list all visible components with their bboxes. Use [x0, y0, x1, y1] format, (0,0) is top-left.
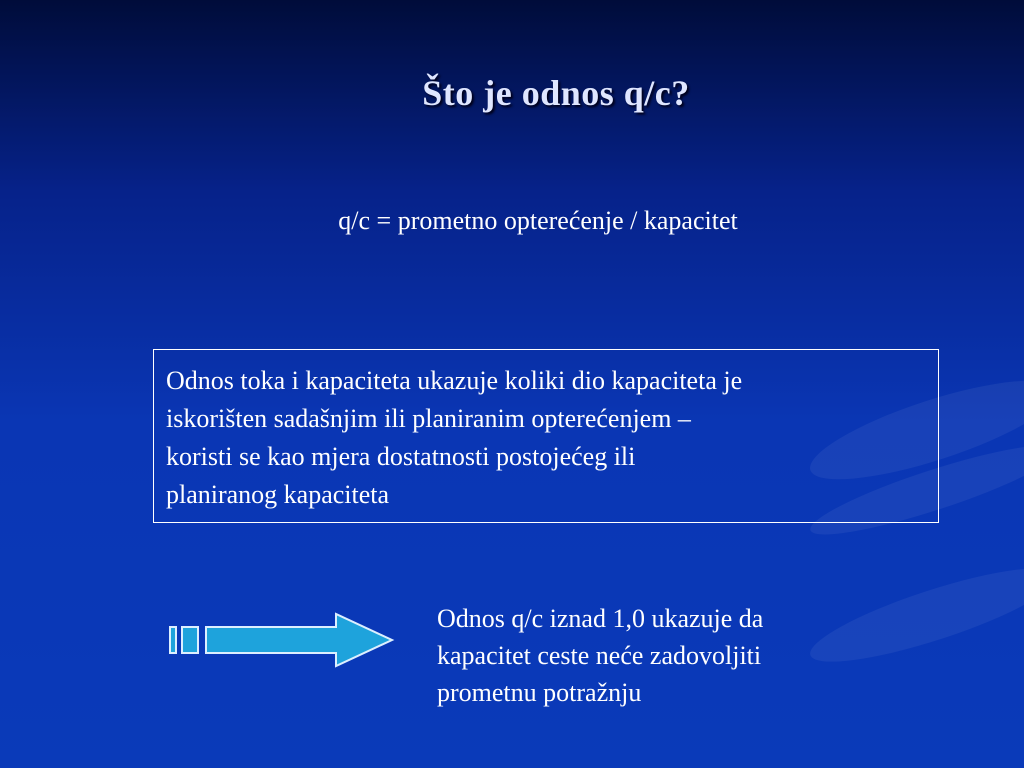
note-line: kapacitet ceste neće zadovoljiti — [437, 641, 762, 670]
definition-line: iskorišten sadašnjim ili planiranim opterećenjem – — [166, 404, 691, 433]
definition-line: koristi se kao mjera dostatnosti postojećeg ili — [166, 442, 636, 471]
arrow-stripe — [170, 627, 176, 653]
formula: q/c = prometno opterećenje / kapacitet — [338, 206, 738, 235]
slide-title: Što je odnos q/c? — [422, 73, 690, 113]
definition-box — [153, 349, 939, 523]
note-line: Odnos q/c iznad 1,0 ukazuje da — [437, 604, 764, 633]
definition-line: planiranog kapaciteta — [166, 480, 390, 509]
definition-line: Odnos toka i kapaciteta ukazuje koliki dio kapaciteta je — [166, 366, 743, 395]
right-arrow-icon — [168, 612, 398, 668]
arrow-stripe — [182, 627, 198, 653]
conclusion-note — [437, 600, 897, 711]
arrow-body — [206, 614, 392, 666]
note-line: prometnu potražnju — [437, 678, 642, 707]
